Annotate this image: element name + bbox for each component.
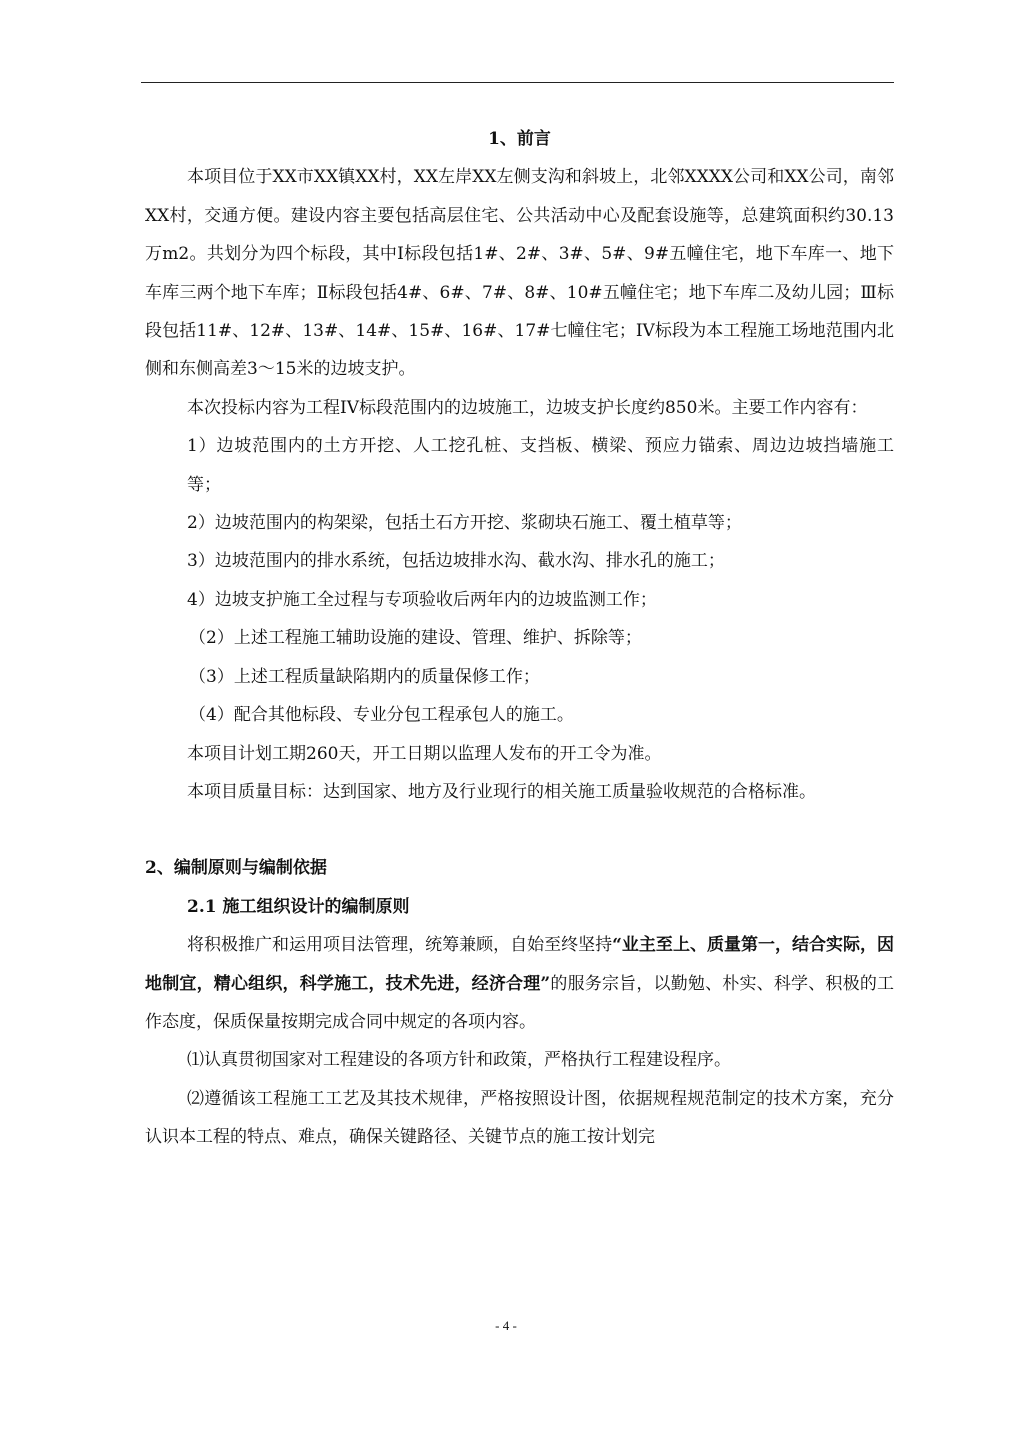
schedule-paragraph: 本项目计划工期260天，开工日期以监理人发布的开工令为准。 <box>187 743 662 764</box>
principle-motto: “业主至上、质量第一，结合实际，因地制宜，精心组织，科学施工，技术先进，经济合理” <box>145 935 895 994</box>
scope-paragraph: 本次投标内容为工程IV标段范围内的边坡施工，边坡支护长度约850米。主要工作内容有： <box>187 397 868 418</box>
principle-text-c: 的服务宗旨，以勤勉、朴实、科学、积极的工作态度，保质保量按期完成合同中规定的各项内容。 <box>145 973 895 1032</box>
list-item: （2）上述工程施工辅助设施的建设、管理、维护、拆除等； <box>189 628 642 649</box>
section-1-title: 1、前言 <box>488 129 551 149</box>
principle-item: ⑴认真贯彻国家对工程建设的各项方针和政策，严格执行工程建设程序。 <box>187 1050 731 1071</box>
list-item: （4）配合其他标段、专业分包工程承包人的施工。 <box>189 705 574 726</box>
principle-paragraph <box>145 926 894 1041</box>
list-item: 2）边坡范围内的构架梁，包括土石方开挖、浆砌块石施工、覆土植草等； <box>187 513 742 534</box>
section-2-title: 2、编制原则与编制依据 <box>145 858 327 879</box>
page-number: - 4 - <box>495 1318 517 1333</box>
header-rule <box>141 82 894 83</box>
list-item: （3）上述工程质量缺陷期内的质量保修工作； <box>189 666 540 687</box>
section-gap <box>145 811 894 849</box>
list-item: 4）边坡支护施工全过程与专项验收后两年内的边坡监测工作； <box>187 589 657 610</box>
list-item: 3）边坡范围内的排水系统，包括边坡排水沟、截水沟、排水孔的施工； <box>187 551 725 572</box>
intro-paragraph: 本项目位于XX市XX镇XX村，XX左岸XX左侧支沟和斜坡上，北邻XXXX公司和XX公司，南邻XX村，交通方便。建设内容主要包括高层住宅、公共活动中心及配套设施等，总建筑面积约30.13万m2。共划分为四个标段，其中I标段包括1#、2#、3#、5#、9#五幢住宅，地下车库一、地下车库三两个地下车库；Ⅱ标段包括4#、6#、7#、8#、10#五幢住宅；地下车库二及幼儿园；Ⅲ标段包括11#、12#、13#、14#、15#、16#、17#七幢住宅；IV标段为本工程施工场地范围内北侧和东侧高差3～15米的边坡支护。 <box>145 167 894 380</box>
quality-paragraph: 本项目质量目标：达到国家、地方及行业现行的相关施工质量验收规范的合格标准。 <box>187 781 816 802</box>
principle-item: ⑵遵循该工程施工工艺及其技术规律，严格按照设计图，依据规程规范制定的技术方案，充分认识本工程的特点、难点，确保关键路径、关键节点的施工按计划完 <box>145 1088 894 1148</box>
principle-text-a: 将积极推广和运用项目法管理，统筹兼顾，自始至终坚持 <box>187 935 613 956</box>
subsection-title: 2.1 施工组织设计的编制原则 <box>187 896 410 917</box>
list-item: 1）边坡范围内的土方开挖、人工挖孔桩、支挡板、横梁、预应力锚索、周边边坡挡墙施工等； <box>187 436 894 495</box>
document-body <box>145 120 894 1157</box>
